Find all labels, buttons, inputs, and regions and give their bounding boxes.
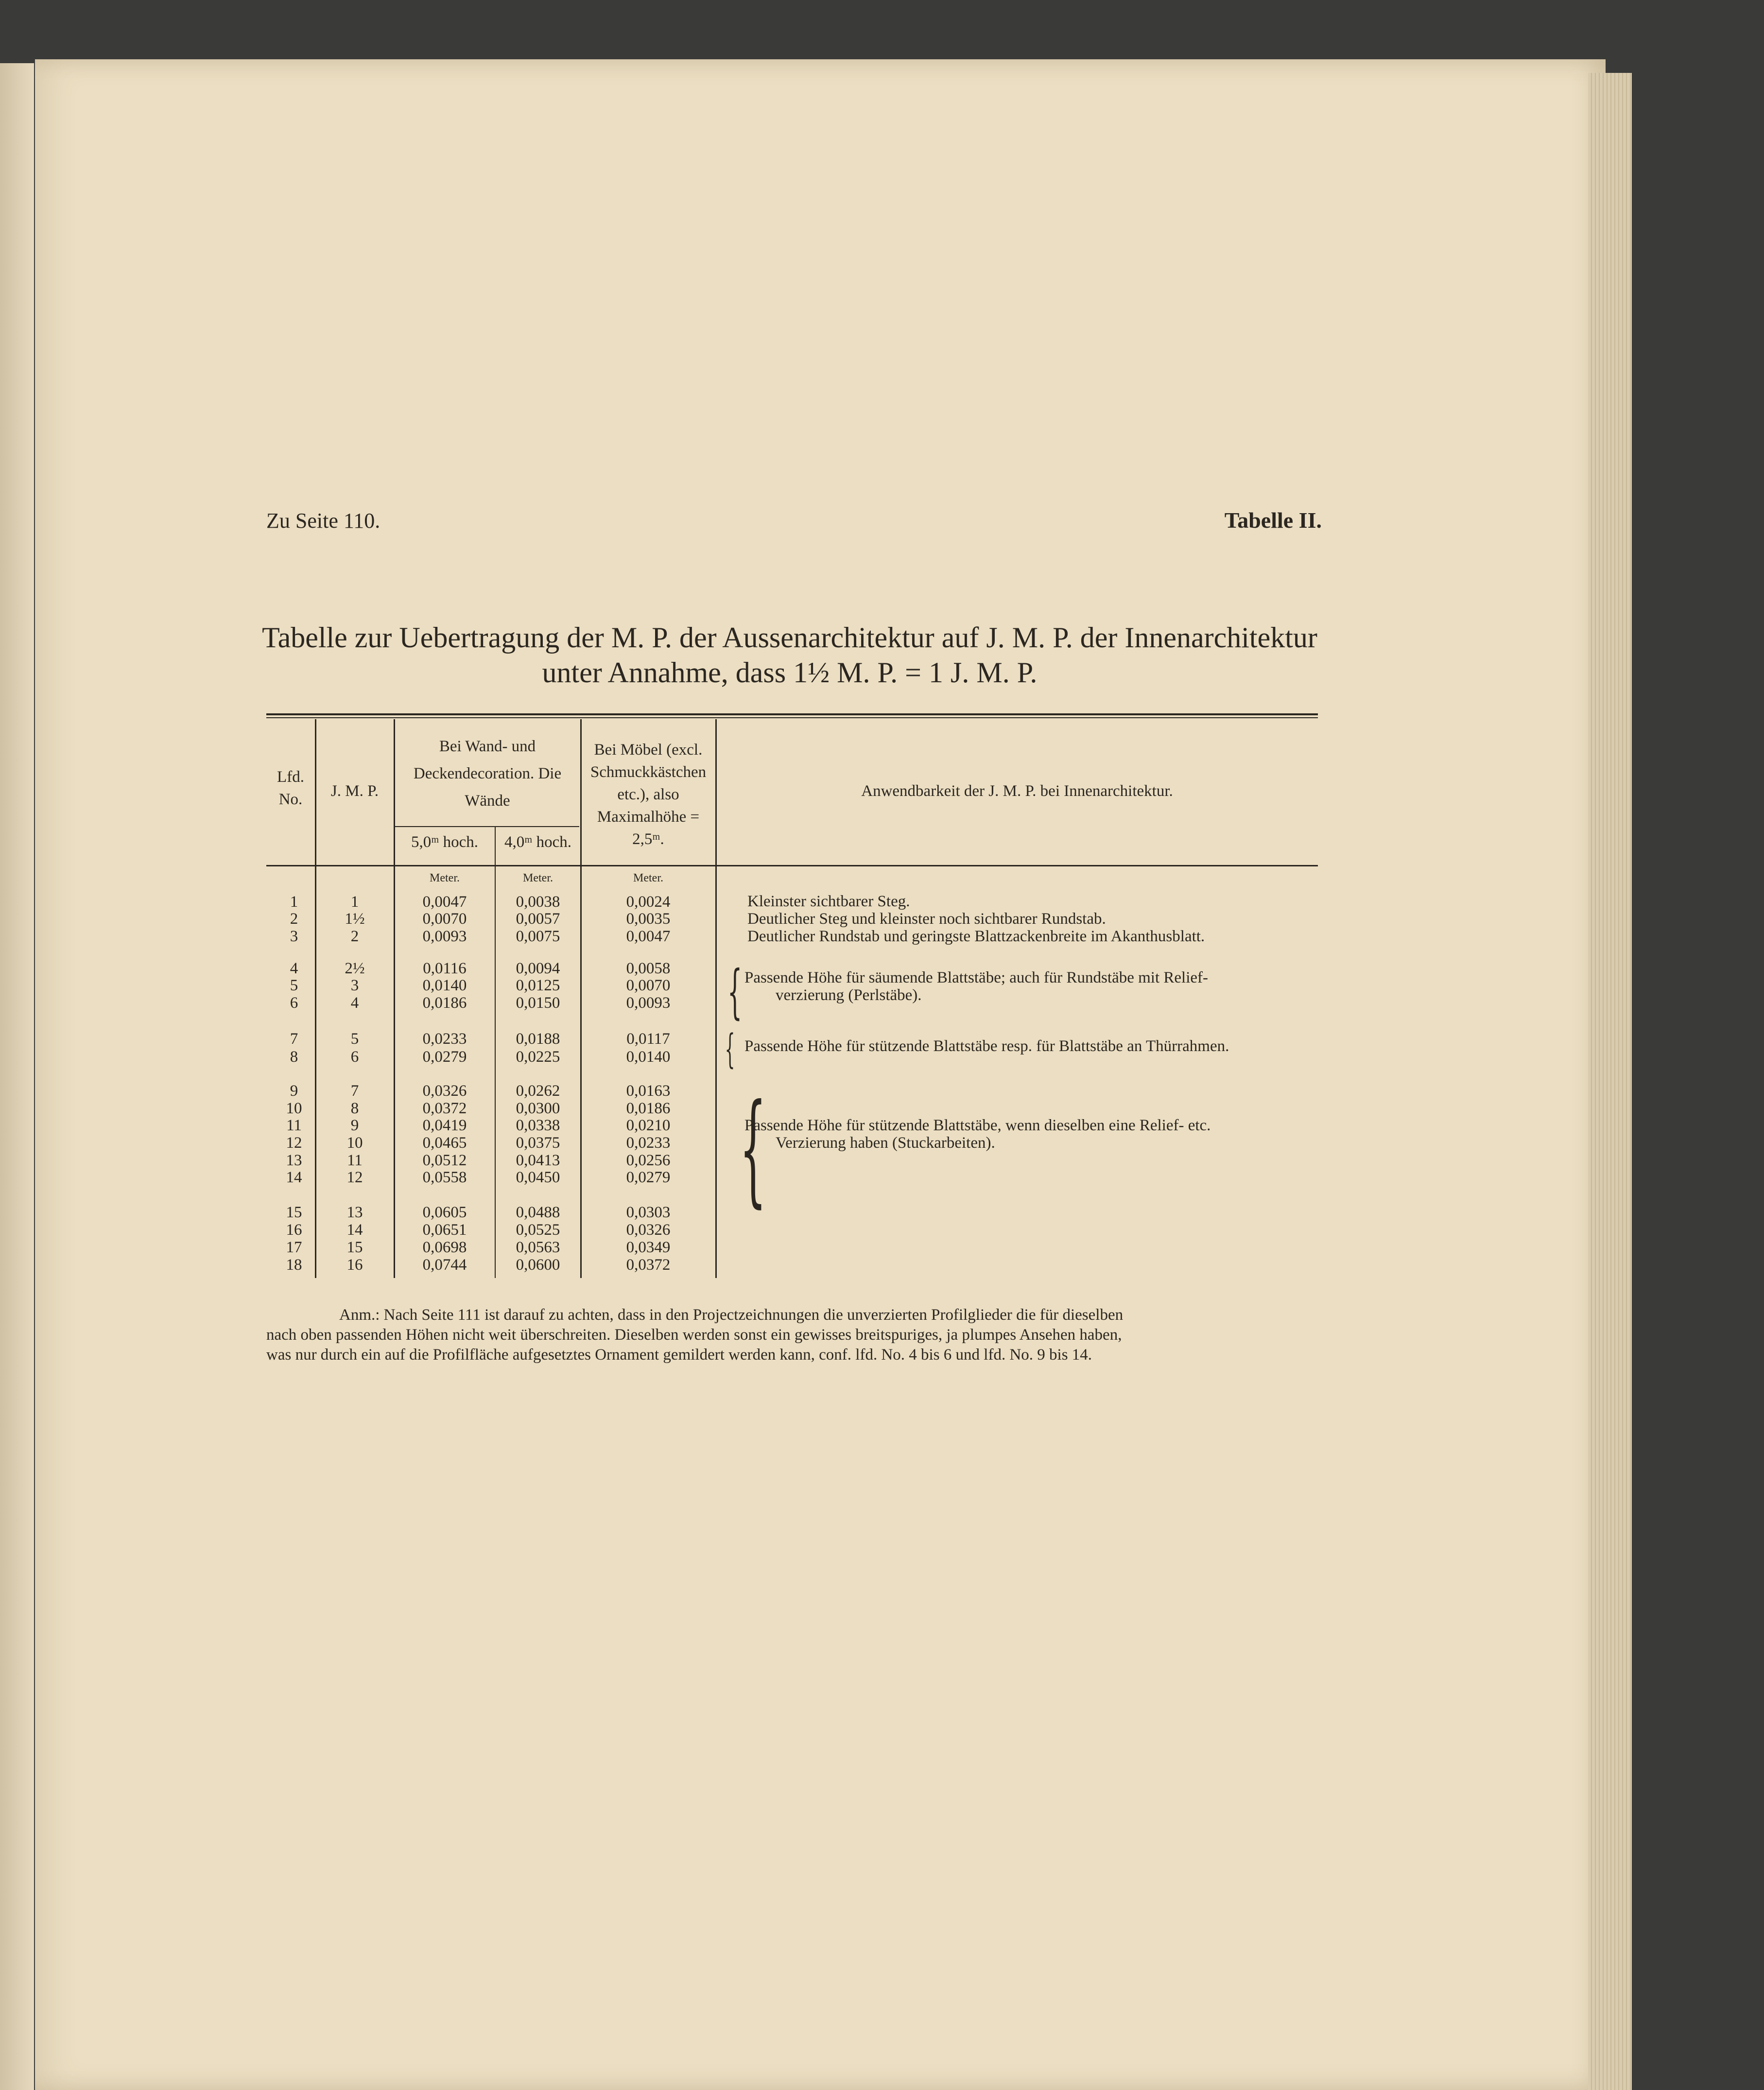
note-line-2: nach oben passenden Höhen nicht weit überschreiten. Dieselben werden sonst ein gewisses breitspuriges, ja plumpes Ansehen haben, xyxy=(266,1326,1122,1344)
row-number: 2 xyxy=(290,910,298,928)
jmp-value: 9 xyxy=(350,1117,359,1134)
walls-subheader-rule xyxy=(395,826,579,827)
column-header-jmp: J. M. P. xyxy=(330,782,379,800)
value-furniture: 0,0326 xyxy=(626,1221,671,1239)
value-4m: 0,0563 xyxy=(516,1239,560,1256)
value-furniture: 0,0093 xyxy=(626,994,671,1012)
row-number: 14 xyxy=(286,1169,302,1186)
row-number: 4 xyxy=(290,960,298,977)
value-4m: 0,0413 xyxy=(516,1152,560,1169)
value-5m: 0,0326 xyxy=(422,1082,467,1100)
value-furniture: 0,0047 xyxy=(626,928,671,945)
jmp-value: 16 xyxy=(346,1256,363,1274)
row-number: 8 xyxy=(290,1048,298,1066)
column-rule xyxy=(715,719,717,1278)
jmp-value: 4 xyxy=(350,994,359,1012)
value-4m: 0,0150 xyxy=(516,994,560,1012)
facing-page-edge xyxy=(0,63,34,2090)
value-5m: 0,0465 xyxy=(422,1134,467,1152)
jmp-value: 11 xyxy=(347,1152,363,1169)
jmp-value: 1½ xyxy=(345,910,365,928)
row-number: 18 xyxy=(286,1256,302,1274)
value-4m: 0,0338 xyxy=(516,1117,560,1134)
jmp-value: 8 xyxy=(350,1100,359,1117)
value-4m: 0,0038 xyxy=(516,893,560,911)
jmp-value: 2½ xyxy=(345,960,365,977)
table-top-rule-thin xyxy=(266,717,1318,718)
value-4m: 0,0450 xyxy=(516,1169,560,1186)
applicability-text: Verzierung haben (Stuckarbeiten). xyxy=(776,1134,995,1152)
jmp-value: 15 xyxy=(346,1239,363,1256)
row-number: 3 xyxy=(290,928,298,945)
value-furniture: 0,0163 xyxy=(626,1082,671,1100)
value-5m: 0,0512 xyxy=(422,1152,467,1169)
value-4m: 0,0262 xyxy=(516,1082,560,1100)
column-header-furniture: Bei Möbel (excl. Schmuckkästchen etc.), also Maximalhöhe = 2,5ᵐ. xyxy=(590,741,707,848)
page-reference: Zu Seite 110. xyxy=(266,509,380,533)
row-number: 13 xyxy=(286,1152,302,1169)
jmp-value: 7 xyxy=(350,1082,359,1100)
value-4m: 0,0057 xyxy=(516,910,560,928)
column-header-4m: 4,0ᵐ hoch. xyxy=(504,833,572,851)
value-furniture: 0,0372 xyxy=(626,1256,671,1274)
note-line-1: Anm.: Nach Seite 111 ist darauf zu achten, dass in den Projectzeichnungen die unverzierten Profilglieder die für dieselben xyxy=(339,1306,1124,1324)
row-number: 12 xyxy=(286,1134,302,1152)
row-number: 5 xyxy=(290,977,298,994)
table-number: Tabelle II. xyxy=(1224,508,1322,533)
applicability-text: Passende Höhe für stützende Blattstäbe resp. für Blattstäbe an Thürrahmen. xyxy=(744,1037,1229,1055)
jmp-value: 6 xyxy=(350,1048,359,1066)
book-page xyxy=(35,59,1606,2090)
row-number: 11 xyxy=(286,1117,302,1134)
value-5m: 0,0070 xyxy=(422,910,467,928)
row-number: 16 xyxy=(286,1221,302,1239)
value-5m: 0,0140 xyxy=(422,977,467,994)
row-number: 9 xyxy=(290,1082,298,1100)
jmp-value: 10 xyxy=(346,1134,363,1152)
jmp-value: 14 xyxy=(346,1221,363,1239)
table-title-line-2: unter Annahme, dass 1½ M. P. = 1 J. M. P. xyxy=(542,656,1038,689)
applicability-text: Deutlicher Steg und kleinster noch sichtbarer Rundstab. xyxy=(747,910,1106,928)
value-5m: 0,0651 xyxy=(422,1221,467,1239)
applicability-text: Passende Höhe für säumende Blattstäbe; auch für Rundstäbe mit Relief- xyxy=(744,969,1208,986)
column-header-5m: 5,0ᵐ hoch. xyxy=(411,833,479,851)
value-5m: 0,0744 xyxy=(422,1256,467,1274)
value-4m: 0,0525 xyxy=(516,1221,560,1239)
row-number: 6 xyxy=(290,994,298,1012)
applicability-text: verzierung (Perlstäbe). xyxy=(776,986,922,1004)
column-header-walls: Bei Wand- und Deckendecoration. Die Wände xyxy=(413,738,562,810)
value-5m: 0,0558 xyxy=(422,1169,467,1186)
value-5m: 0,0116 xyxy=(423,960,467,977)
value-5m: 0,0279 xyxy=(422,1048,467,1066)
value-5m: 0,0233 xyxy=(422,1030,467,1048)
value-furniture: 0,0024 xyxy=(626,893,671,911)
value-4m: 0,0488 xyxy=(516,1204,560,1221)
value-5m: 0,0605 xyxy=(422,1204,467,1221)
value-4m: 0,0375 xyxy=(516,1134,560,1152)
value-furniture: 0,0303 xyxy=(626,1204,671,1221)
value-5m: 0,0093 xyxy=(422,928,467,945)
jmp-value: 2 xyxy=(350,928,359,945)
value-furniture: 0,0140 xyxy=(626,1048,671,1066)
row-number: 17 xyxy=(286,1239,302,1256)
value-5m: 0,0419 xyxy=(422,1117,467,1134)
value-4m: 0,0600 xyxy=(516,1256,560,1274)
column-header-applicability: Anwendbarkeit der J. M. P. bei Innenarchitektur. xyxy=(861,782,1173,800)
grouping-brace: { xyxy=(725,1026,735,1072)
unit-label: Meter. xyxy=(633,872,663,884)
jmp-value: 1 xyxy=(350,893,359,911)
applicability-text: Deutlicher Rundstab und geringste Blattzackenbreite im Akanthusblatt. xyxy=(747,928,1205,945)
value-furniture: 0,0210 xyxy=(626,1117,671,1134)
table-top-rule xyxy=(266,713,1318,715)
value-4m: 0,0094 xyxy=(516,960,560,977)
value-furniture: 0,0256 xyxy=(626,1152,671,1169)
note-line-3: was nur durch ein auf die Profilfläche aufgesetztes Ornament gemildert werden kann, conf. lfd. No. 4 bis 6 und lfd. No. 9 bis 14. xyxy=(266,1346,1092,1364)
applicability-text: Kleinster sichtbarer Steg. xyxy=(747,893,910,910)
value-furniture: 0,0117 xyxy=(626,1030,670,1048)
table-title-line-1: Tabelle zur Uebertragung der M. P. der Aussenarchitektur auf J. M. P. der Innenarchitektur xyxy=(262,622,1317,654)
jmp-value: 12 xyxy=(346,1169,363,1186)
value-4m: 0,0188 xyxy=(516,1030,560,1048)
value-5m: 0,0186 xyxy=(422,994,467,1012)
jmp-value: 3 xyxy=(350,977,359,994)
value-4m: 0,0125 xyxy=(516,977,560,994)
unit-label: Meter. xyxy=(430,872,460,884)
column-header-lfd-no: Lfd. No. xyxy=(277,768,304,808)
page-edges xyxy=(1588,73,1632,2090)
value-furniture: 0,0070 xyxy=(626,977,671,994)
applicability-text: Passende Höhe für stützende Blattstäbe, wenn dieselben eine Relief- etc. xyxy=(744,1117,1211,1134)
row-number: 15 xyxy=(286,1204,302,1221)
header-bottom-rule xyxy=(266,865,1318,866)
grouping-brace: { xyxy=(727,958,743,1026)
row-number: 10 xyxy=(286,1100,302,1117)
value-4m: 0,0225 xyxy=(516,1048,560,1066)
unit-label: Meter. xyxy=(523,872,553,884)
value-furniture: 0,0035 xyxy=(626,910,671,928)
value-4m: 0,0300 xyxy=(516,1100,560,1117)
value-furniture: 0,0058 xyxy=(626,960,671,977)
jmp-value: 13 xyxy=(346,1204,363,1221)
value-4m: 0,0075 xyxy=(516,928,560,945)
value-furniture: 0,0279 xyxy=(626,1169,671,1186)
value-furniture: 0,0186 xyxy=(626,1100,671,1117)
row-number: 1 xyxy=(290,893,298,911)
row-number: 7 xyxy=(290,1030,298,1048)
jmp-value: 5 xyxy=(350,1030,359,1048)
value-5m: 0,0372 xyxy=(422,1100,467,1117)
value-5m: 0,0698 xyxy=(422,1239,467,1256)
value-furniture: 0,0233 xyxy=(626,1134,671,1152)
grouping-brace: { xyxy=(739,1078,767,1219)
value-furniture: 0,0349 xyxy=(626,1239,671,1256)
value-5m: 0,0047 xyxy=(422,893,467,911)
